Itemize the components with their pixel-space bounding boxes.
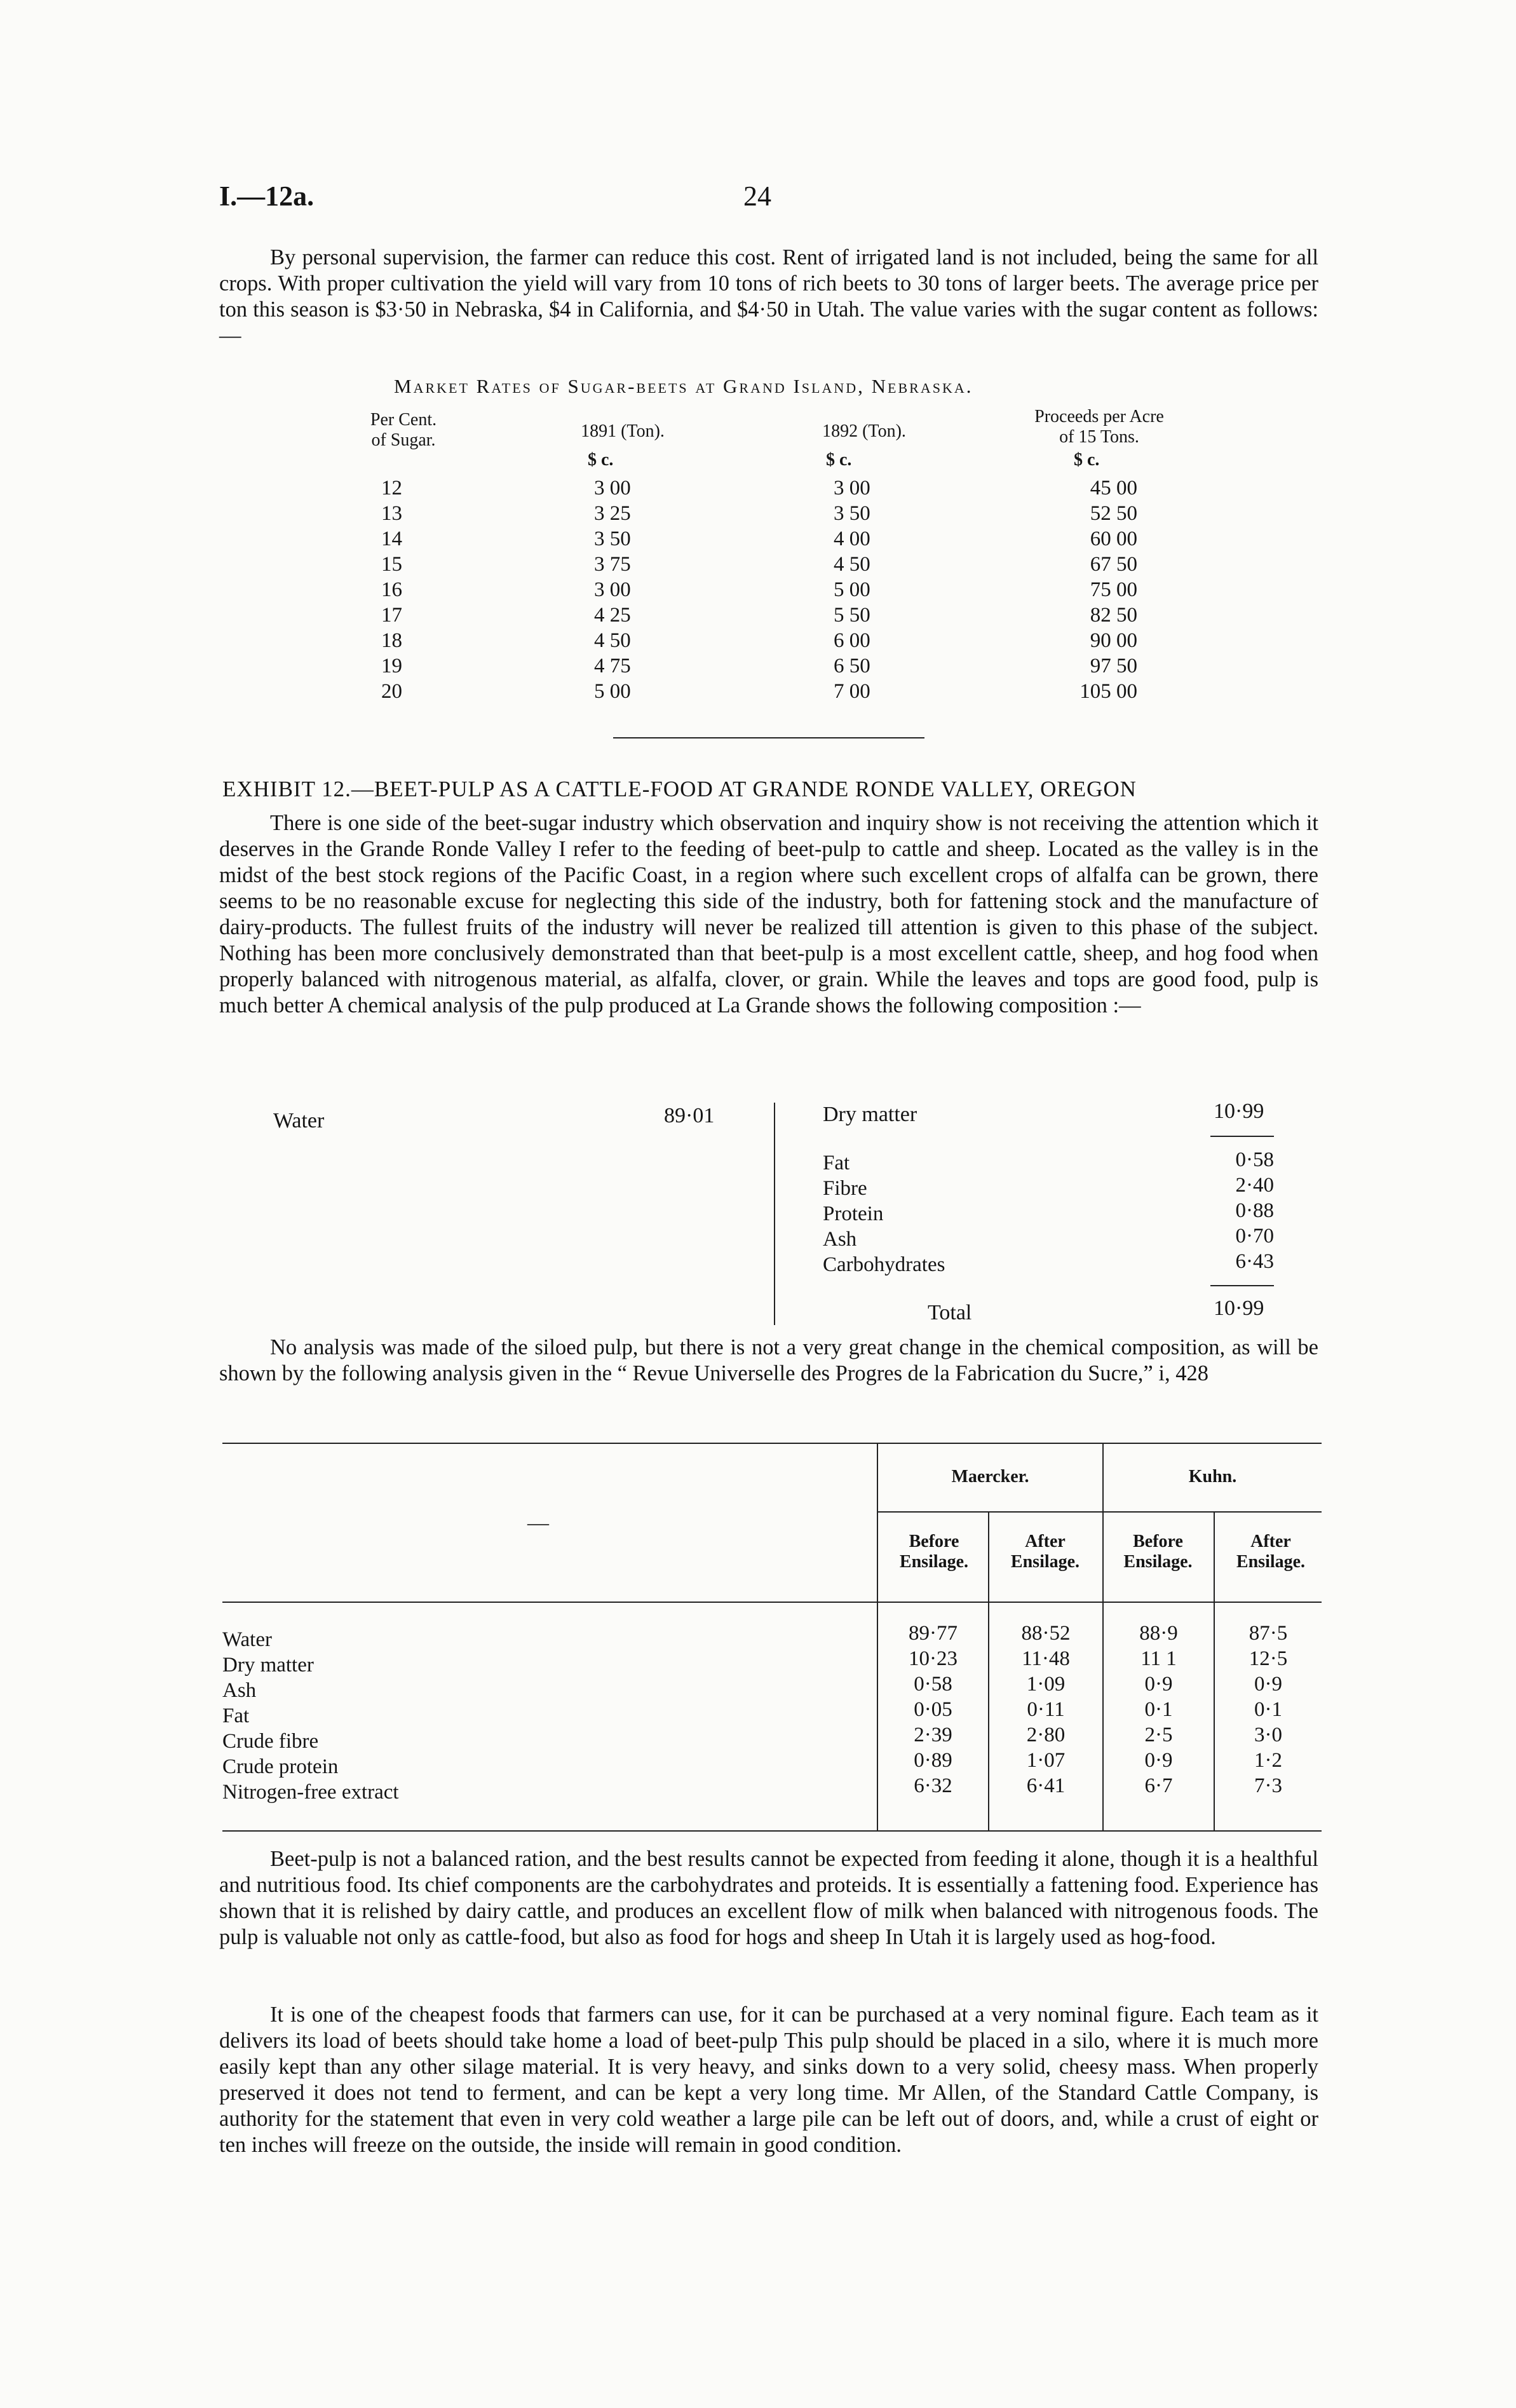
table-cell: 18 (381, 629, 402, 652)
table-cell: 2·39 (914, 1724, 952, 1746)
composition-rule-top (1210, 1136, 1274, 1137)
table-cell: 75 00 (1090, 578, 1137, 601)
table-cell: 5 50 (834, 604, 870, 627)
table-rule-header (222, 1602, 1322, 1603)
table-cell: 0·9 (1144, 1749, 1173, 1772)
table-cell: 0·58 (914, 1673, 952, 1696)
table-cell: 11 1 (1140, 1647, 1177, 1670)
table-rule-bottom (222, 1830, 1322, 1832)
composition-rule-bottom (1210, 1285, 1274, 1286)
market-col-per-cent (381, 475, 432, 704)
table-cell: 67 50 (1090, 553, 1137, 576)
composition-item-label: Protein (823, 1202, 884, 1225)
market-col-1892 (834, 475, 910, 704)
closing-paragraph-1: Beet-pulp is not a balanced ration, and the best results cannot be expected from feeding it alone, though it is a healthful and nutritious food. Its chief components are the carbohydrates and proteids. It is essentially a fattening food. Experience has shown that it is relished by dairy cattle, and produces an excellent flow of milk when balanced with nitrogenous foods. The pulp is valuable not only as cattle-food, but also as food for hogs and sheep In Utah it is largely used as hog-food. (219, 1847, 1318, 1949)
table-row-label: Crude fibre (222, 1730, 319, 1753)
composition-item-value: 0·70 (1235, 1225, 1274, 1248)
table-cell: 7·3 (1254, 1774, 1282, 1797)
composition-item-label: Ash (823, 1228, 857, 1251)
table-cell: 88·9 (1139, 1622, 1178, 1645)
kuhn-header: Kuhn. (1188, 1467, 1237, 1486)
composition-vertical-rule (774, 1103, 775, 1325)
table-cell: 4 25 (594, 604, 631, 627)
composition-dry-matter-value: 10·99 (1214, 1099, 1264, 1123)
siloed-paragraph: No analysis was made of the siloed pulp, but there is not a very great change in the chemical composition, as will be shown by the following analysis given in the “ Revue Universelle des Progres de la Fabrication du Sucre,” i, 428 (219, 1335, 1318, 1385)
table-cell: 3 50 (594, 527, 631, 550)
table-cell: 88·52 (1021, 1622, 1071, 1645)
table-cell: 3 00 (594, 578, 631, 601)
table-cell: 90 00 (1090, 629, 1137, 652)
table-cell: 0·9 (1144, 1673, 1173, 1696)
table-rule-sub (877, 1511, 1322, 1513)
table-blank-header: — (527, 1511, 549, 1535)
composition-water-value: 89·01 (664, 1104, 715, 1127)
table-cell: 3 00 (834, 477, 870, 500)
composition-item-value: 6·43 (1235, 1250, 1274, 1273)
composition-water-label: Water (273, 1109, 325, 1133)
table-cell: 3 75 (594, 553, 631, 576)
table-cell: 4 00 (834, 527, 870, 550)
composition-item-label: Carbohydrates (823, 1253, 945, 1276)
table-cell: 4 50 (594, 629, 631, 652)
page-number: 24 (743, 180, 771, 212)
table-cell: 11·48 (1022, 1647, 1070, 1670)
table-cell: 0·1 (1254, 1698, 1282, 1721)
table-cell: 17 (381, 604, 402, 627)
exhibit-heading: EXHIBIT 12.—BEET-PULP AS A CATTLE-FOOD AT GRANDE RONDE VALLEY, OREGON (222, 777, 1137, 801)
table-cell: 4 75 (594, 655, 631, 677)
table-row-label: Nitrogen-free extract (222, 1781, 399, 1804)
composition-values (1201, 1147, 1274, 1274)
table-cell: 82 50 (1090, 604, 1137, 627)
ensilage-kuhn-after (1215, 1621, 1322, 1799)
table-cell: 6·41 (1026, 1774, 1066, 1797)
table-cell: 16 (381, 578, 402, 601)
table-row-label: Crude protein (222, 1755, 339, 1778)
table-row-label: Water (222, 1628, 272, 1651)
table-cell: 6·7 (1144, 1774, 1173, 1797)
market-table-title: Market Rates of Sugar-beets at Grand Island, Nebraska. (394, 375, 973, 397)
intro-paragraph: By personal supervision, the farmer can reduce this cost. Rent of irrigated land is not included, being the same for all crops. With proper cultivation the yield will vary from 10 tons of rich beets to 30 tons of larger beets. The average price per ton this season is $3·50 in Nebraska, $4 in California, and $4·50 in Utah. The value varies with the sugar content as follows:— (219, 245, 1318, 348)
table-cell: 87·5 (1249, 1622, 1288, 1645)
maercker-header: Maercker. (951, 1467, 1029, 1486)
table-cell: 0·89 (914, 1749, 952, 1772)
table-cell: 1·07 (1026, 1749, 1066, 1772)
table-cell: 10·23 (909, 1647, 958, 1670)
table-cell: 97 50 (1090, 655, 1137, 677)
ensilage-kuhn-before (1104, 1621, 1214, 1799)
table-cell: 52 50 (1090, 502, 1137, 525)
table-cell: 1·2 (1254, 1749, 1282, 1772)
table-cell: 45 00 (1090, 477, 1137, 500)
composition-item-value: 0·88 (1235, 1199, 1274, 1222)
table-cell: 5 00 (594, 680, 631, 703)
table-cell: 105 00 (1079, 680, 1137, 703)
section-divider (613, 737, 924, 738)
market-unit-proceeds: $ c. (1074, 450, 1100, 470)
table-cell: 89·77 (909, 1622, 958, 1645)
table-cell: 20 (381, 680, 402, 703)
table-cell: 6 50 (834, 655, 870, 677)
exhibit-paragraph: There is one side of the beet-sugar industry which observation and inquiry show is not receiving the attention which it deserves in the Grande Ronde Valley I refer to the feeding of beet-pulp to cattle and sheep. Located as the valley is in the midst of the best stock regions of the Pacific Coast, in a region where such excellent crops of alfalfa can be grown, there seems to be no reasonable excuse for neglecting this side of the industry, both for fattening stock and the manufacture of dairy-products. The fullest fruits of the industry will never be realized till attention is given to this phase of the subject. Nothing has been more conclusively demonstrated than that beet-pulp is a most excellent cattle, sheep, and hog food when properly balanced with nitrogenous material, as alfalfa, clover, or grain. While the leaves and tops are good food, pulp is much better A chemical analysis of the pulp produced at La Grande shows the following composition :— (219, 811, 1318, 1017)
table-cell: 2·80 (1026, 1724, 1066, 1746)
composition-item-label: Fat (823, 1152, 850, 1174)
market-unit-1892: $ c. (826, 450, 852, 470)
table-cell: 6 00 (834, 629, 870, 652)
closing-paragraph-2: It is one of the cheapest foods that farmers can use, for it can be purchased at a very nominal figure. Each team as it delivers its load of beets should take home a load of beet-pulp This pulp should be placed in a silo, where it is much more easily kept than any other silage material. It is very heavy, and sinks down to a very solid, cheesy mass. When properly preserved it does not tend to ferment, and can be kept a very long time. Mr Allen, of the Standard Cattle Company, is authority for the statement that even in very cold weather a large pile can be left out of doors, and, while a crust of eight or ten inches will freeze on the outside, the inside will remain in good condition. (219, 2003, 1318, 2157)
table-cell: 3 00 (594, 477, 631, 500)
table-cell: 19 (381, 655, 402, 677)
market-header-per-cent: Per Cent. of Sugar. (370, 410, 437, 450)
market-header-1891: 1891 (Ton). (581, 421, 665, 441)
kuhn-after-header: After Ensilage. (1236, 1532, 1306, 1572)
table-row-label: Dry matter (222, 1654, 314, 1677)
market-header-proceeds: Proceeds per Acre of 15 Tons. (1034, 407, 1164, 447)
table-cell: 12 (381, 477, 402, 500)
composition-item-label: Fibre (823, 1177, 867, 1200)
composition-dry-matter-label: Dry matter (823, 1103, 917, 1126)
table-cell: 0·1 (1144, 1698, 1173, 1721)
running-header: I.—12a. (219, 180, 315, 212)
table-cell: 0·9 (1254, 1673, 1282, 1696)
ensilage-maercker-after (989, 1621, 1102, 1799)
composition-total-label: Total (928, 1301, 972, 1324)
table-cell: 12·5 (1249, 1647, 1288, 1670)
table-cell: 13 (381, 502, 402, 525)
table-cell: 14 (381, 527, 402, 550)
table-cell: 0·11 (1027, 1698, 1065, 1721)
table-cell: 1·09 (1026, 1673, 1066, 1696)
composition-labels (823, 1150, 1013, 1277)
table-cell: 0·05 (914, 1698, 952, 1721)
table-cell: 60 00 (1090, 527, 1137, 550)
maercker-after-header: After Ensilage. (1010, 1532, 1080, 1572)
table-cell: 5 00 (834, 578, 870, 601)
market-unit-1891: $ c. (588, 450, 614, 470)
ensilage-labels (222, 1627, 667, 1805)
ensilage-maercker-before (878, 1621, 988, 1799)
table-cell: 2·5 (1144, 1724, 1173, 1746)
table-cell: 3 25 (594, 502, 631, 525)
kuhn-before-header: Before Ensilage. (1123, 1532, 1193, 1572)
table-cell: 7 00 (834, 680, 870, 703)
market-col-1891 (594, 475, 670, 704)
table-cell: 3·0 (1254, 1724, 1282, 1746)
composition-total-value: 10·99 (1214, 1296, 1264, 1320)
table-cell: 15 (381, 553, 402, 576)
composition-item-value: 2·40 (1235, 1174, 1274, 1197)
market-header-1892: 1892 (Ton). (822, 421, 906, 441)
table-cell: 3 50 (834, 502, 870, 525)
maercker-before-header: Before Ensilage. (899, 1532, 969, 1572)
table-cell: 6·32 (914, 1774, 952, 1797)
table-cell: 4 50 (834, 553, 870, 576)
table-rule-top (222, 1443, 1322, 1444)
market-col-proceeds (1042, 475, 1137, 704)
composition-item-value: 0·58 (1235, 1148, 1274, 1171)
table-row-label: Ash (222, 1679, 257, 1702)
table-row-label: Fat (222, 1704, 250, 1727)
